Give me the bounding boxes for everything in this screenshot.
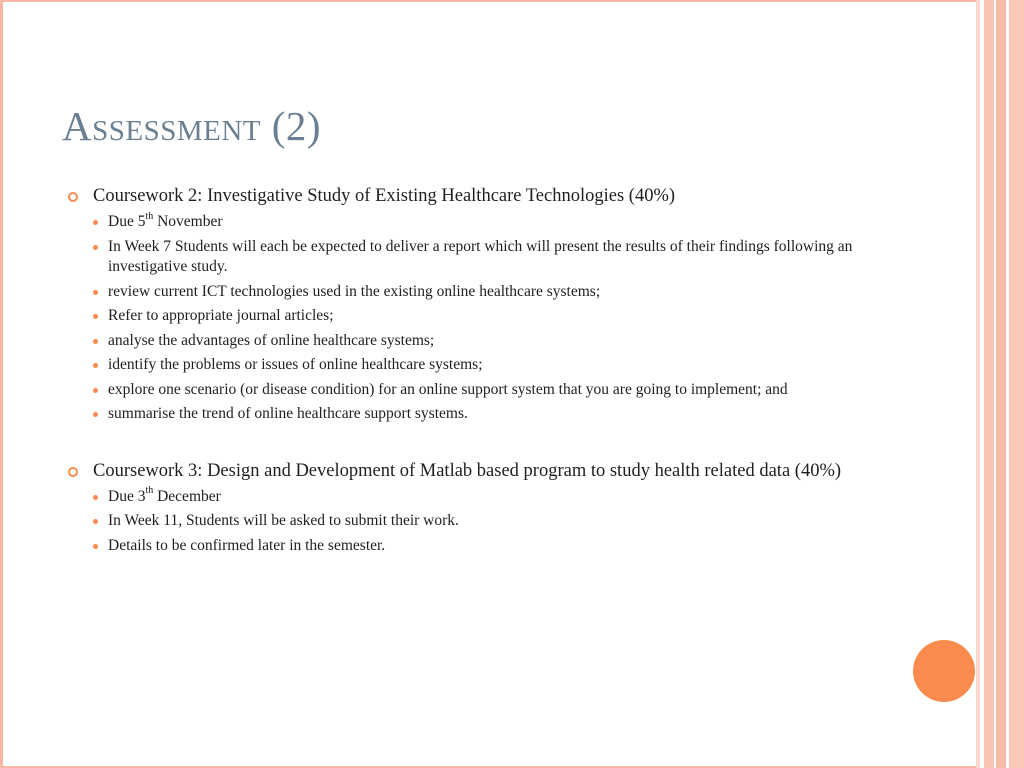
list-item <box>68 331 868 352</box>
coursework-2-subitems <box>68 212 868 425</box>
dot-bullet-icon <box>93 388 98 393</box>
list-item-text: summarise the trend of online healthcare support systems. <box>108 405 468 422</box>
dot-bullet-icon <box>93 544 98 549</box>
ring-bullet-icon <box>68 467 78 477</box>
list-item-text: identify the problems or issues of online healthcare systems; <box>108 356 483 373</box>
list-item-text: analyse the advantages of online healthcare systems; <box>108 331 435 349</box>
due-date-item <box>68 212 868 233</box>
list-item <box>68 237 868 278</box>
dot-bullet-icon <box>93 290 98 295</box>
coursework-3-heading: Coursework 3: Design and Development of Matlab based program to study health related data (40%) <box>93 460 842 481</box>
due-prefix: Due 3 <box>108 487 146 505</box>
list-item <box>68 355 868 376</box>
list-item-text: Refer to appropriate journal articles; <box>108 307 334 324</box>
list-item <box>68 282 868 303</box>
list-item-text: explore one scenario (or disease condition) for an online support system that you are going to implement; and <box>108 380 788 398</box>
dot-bullet-icon <box>93 339 98 344</box>
due-suffix: December <box>153 487 221 505</box>
due-superscript: th <box>145 485 154 497</box>
dot-bullet-icon <box>93 220 98 225</box>
decorative-stripes <box>976 0 1024 768</box>
slide-title: Assessment (2) <box>62 103 322 149</box>
dot-bullet-icon <box>93 245 98 250</box>
list-item-text: In Week 11, Students will be asked to submit their work. <box>108 512 459 529</box>
dot-bullet-icon <box>93 495 98 500</box>
list-item <box>68 380 868 401</box>
dot-bullet-icon <box>93 519 98 524</box>
list-item <box>68 511 868 532</box>
due-superscript: th <box>145 210 154 222</box>
dot-bullet-icon <box>93 314 98 319</box>
list-item <box>68 306 868 327</box>
coursework-2-bullet <box>68 184 868 208</box>
due-prefix: Due 5 <box>108 213 146 230</box>
list-item-text: Details to be confirmed later in the semester. <box>108 536 386 554</box>
due-date-item <box>68 487 868 508</box>
slide-frame-top <box>0 0 1024 2</box>
coursework-3-bullet <box>68 459 868 483</box>
coursework-3-subitems <box>68 487 868 557</box>
list-item-text: In Week 7 Students will each be expected to deliver a report which will present the results of their findings following an investigative study. <box>108 237 853 275</box>
list-item <box>68 536 868 557</box>
decorative-orange-circle <box>913 640 975 702</box>
list-item-text: review current ICT technologies used in the existing online healthcare systems; <box>108 282 601 300</box>
list-item <box>68 404 868 425</box>
slide-content <box>68 184 868 560</box>
ring-bullet-icon <box>68 192 78 202</box>
slide-frame-left <box>0 0 3 768</box>
due-suffix: November <box>153 213 223 230</box>
dot-bullet-icon <box>93 412 98 417</box>
dot-bullet-icon <box>93 363 98 368</box>
coursework-2-heading: Coursework 2: Investigative Study of Existing Healthcare Technologies (40%) <box>93 186 676 206</box>
